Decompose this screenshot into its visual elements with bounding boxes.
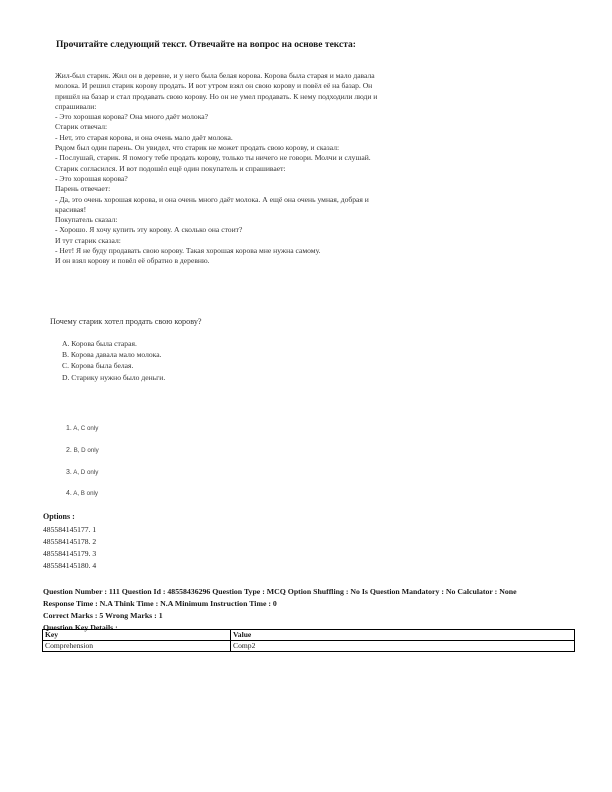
option-id: 485584145180. 4 — [43, 561, 97, 570]
option-number: 1. — [66, 425, 72, 432]
question-info-line: Question Number : 111 Question Id : 48558436296 Question Type : MCQ Option Shuffling : No Is Question Mandatory : No Calculator : None — [43, 587, 517, 596]
table-row — [43, 641, 575, 652]
option-number: 3. — [66, 469, 72, 476]
passage-line: - Нет! Я не буду продавать свою корову. Такая хорошая корова мне нужна самому. — [55, 246, 321, 256]
statement-d: D. Старику нужно было деньги. — [62, 372, 166, 382]
passage-line: - Это хорошая корова? — [55, 173, 128, 183]
option-label: A, B only — [73, 490, 98, 497]
passage-line: - Хорошо. Я хочу купить эту корову. А сколько она стоит? — [55, 225, 243, 235]
passage-line: - Нет, это старая корова, и она очень мало даёт молока. — [55, 132, 233, 142]
reading-passage — [55, 71, 465, 267]
passage-line: Старик согласился. И вот подошёл ещё один покупатель и спрашивает: — [55, 163, 286, 173]
option-id: 485584145177. 1 — [43, 525, 97, 534]
options-title: Options : — [43, 512, 75, 521]
answer-option-2[interactable] — [66, 447, 99, 454]
option-label: A, C only — [73, 425, 99, 432]
key-details-heading: Question Key Details : — [43, 623, 118, 632]
option-label: B, D only — [73, 447, 99, 454]
answer-option-4[interactable] — [66, 490, 98, 497]
key-header: Key — [43, 630, 231, 641]
option-label: A, D only — [73, 469, 99, 476]
options-id-list — [43, 524, 96, 572]
passage-line: - Это хорошая корова? Она много даёт молока? — [55, 112, 209, 122]
question-text: Почему старик хотел продать свою корову? — [50, 317, 202, 326]
answer-option-3[interactable] — [66, 469, 98, 476]
response-time-line: Response Time : N.A Think Time : N.A Minimum Instruction Time : 0 — [43, 599, 277, 608]
option-id: 485584145179. 3 — [43, 549, 97, 558]
passage-line: - Да, это очень хорошая корова, и она очень много даёт молока. А ещё она очень умная, добрая и — [55, 194, 369, 204]
passage-line: И он взял корову и повёл её обратно в деревню. — [55, 256, 210, 266]
passage-line: пришёл на базар и стал продавать свою корову. Но он не умел продавать. К нему подходили люди и — [55, 91, 378, 101]
passage-line: Парень отвечает: — [55, 184, 111, 194]
question-metadata — [43, 586, 517, 634]
option-number: 2. — [66, 447, 72, 454]
passage-line: - Послушай, старик. Я помогу тебе продать корову, только ты ничего не говори. Молчи и слушай. — [55, 153, 371, 163]
passage-line: спрашивали: — [55, 101, 97, 111]
passage-line: красивая! — [55, 204, 87, 214]
statement-c: C. Корова была белая. — [62, 361, 134, 371]
key-cell: Comprehension — [43, 641, 231, 652]
instruction-heading: Прочитайте следующий текст. Отвечайте на вопрос на основе текста: — [56, 40, 356, 50]
passage-line: Жил-был старик. Жил он в деревне, и у него была белая корова. Корова была старая и мало давала — [55, 71, 375, 80]
option-number: 4. — [66, 490, 72, 497]
answer-option-1[interactable] — [66, 425, 98, 432]
passage-line: Рядом был один парень. Он увидел, что старик не может продать свою корову, и сказал: — [55, 143, 340, 153]
statement-b: B. Корова давала мало молока. — [62, 350, 162, 360]
passage-line: Старик отвечал: — [55, 122, 108, 132]
option-id: 485584145178. 2 — [43, 537, 97, 546]
passage-line: молока. И решил старик корову продать. И вот утром взял он свою корову и повёл её на базар. Он — [55, 81, 373, 91]
key-details-table — [42, 629, 575, 652]
statement-a: A. Корова была старая. — [62, 339, 137, 348]
passage-line: И тут старик сказал: — [55, 235, 121, 245]
table-header-row — [43, 630, 575, 641]
marks-line: Correct Marks : 5 Wrong Marks : 1 — [43, 611, 163, 620]
passage-line: Покупатель сказал: — [55, 215, 118, 225]
value-cell: Comp2 — [231, 641, 575, 652]
statement-list — [62, 338, 165, 383]
value-header: Value — [231, 630, 575, 641]
